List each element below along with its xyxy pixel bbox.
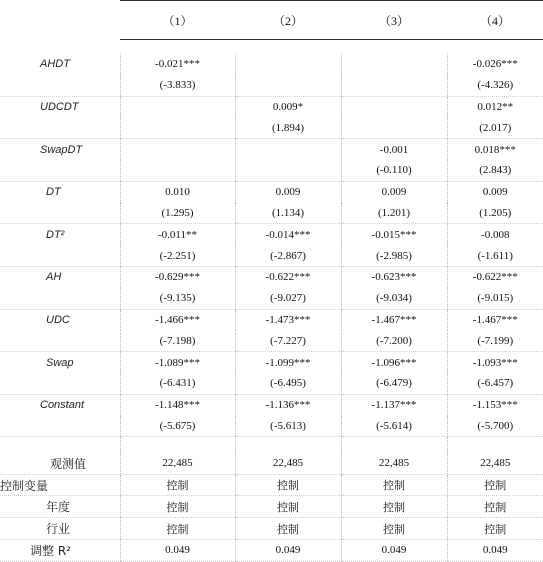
coef-cell: [235, 139, 341, 160]
column-header: （2）: [235, 1, 341, 40]
stat-cell: 22,485: [447, 453, 543, 474]
coef-cell: [120, 96, 235, 117]
coef-cell: -1.096***: [341, 352, 447, 373]
tstat-row: [0, 203, 543, 224]
variable-label: UDCDT: [40, 100, 79, 113]
header-corner: [0, 1, 120, 40]
tstat-cell: (-5.613): [235, 416, 341, 437]
coef-cell: 0.009: [235, 181, 341, 202]
coef-cell: 0.009*: [235, 96, 341, 117]
coef-cell: -0.021***: [120, 54, 235, 75]
coef-cell: [120, 139, 235, 160]
coef-cell: -1.148***: [120, 394, 235, 415]
tstat-cell: (-9.027): [235, 288, 341, 309]
tstat-cell: [235, 160, 341, 181]
coef-cell: 0.009: [341, 181, 447, 202]
tstat-cell: (1.894): [235, 117, 341, 138]
tstat-cell: [120, 160, 235, 181]
tstat-cell: (2.843): [447, 160, 543, 181]
tstat-cell: (1.201): [341, 203, 447, 224]
variable-label: SwapDT: [40, 143, 83, 156]
stat-cell: 控制: [235, 474, 341, 496]
tstat-cell: (-6.495): [235, 373, 341, 394]
tstat-row: [0, 288, 543, 309]
tstat-cell: (-7.199): [447, 330, 543, 351]
stat-cell: 控制: [235, 496, 341, 518]
stat-cell: 控制: [120, 474, 235, 496]
coef-cell: 0.018***: [447, 139, 543, 160]
stat-cell: 0.049: [235, 540, 341, 562]
tstat-cell: (-9.034): [341, 288, 447, 309]
coef-cell: -1.467***: [447, 309, 543, 330]
stat-label: 调整 R²: [0, 540, 120, 562]
stat-label: 观测值: [0, 453, 120, 474]
coef-row: [0, 352, 543, 373]
coef-cell: -0.015***: [341, 224, 447, 245]
coef-row: [0, 54, 543, 75]
coef-cell: [341, 96, 447, 117]
stat-cell: 控制: [447, 518, 543, 540]
stat-cell: 控制: [341, 496, 447, 518]
coef-cell: -0.014***: [235, 224, 341, 245]
tstat-cell: (-2.251): [120, 245, 235, 266]
tstat-cell: (-9.015): [447, 288, 543, 309]
variable-label: UDC: [46, 313, 70, 326]
tstat-row: [0, 373, 543, 394]
coef-row: [0, 394, 543, 415]
variable-label: Constant: [40, 399, 85, 412]
tstat-row: [0, 75, 543, 96]
coef-cell: [235, 54, 341, 75]
coef-row: [0, 96, 543, 117]
tstat-cell: (-6.431): [120, 373, 235, 394]
column-header: （1）: [120, 1, 235, 40]
tstat-cell: (-5.700): [447, 416, 543, 437]
column-header: （3）: [341, 1, 447, 40]
coef-cell: 0.012**: [447, 96, 543, 117]
coef-row: [0, 224, 543, 245]
tstat-row: [0, 330, 543, 351]
stat-cell: 0.049: [447, 540, 543, 562]
tstat-cell: (1.295): [120, 203, 235, 224]
coef-cell: -1.099***: [235, 352, 341, 373]
coef-cell: -1.093***: [447, 352, 543, 373]
stat-cell: 控制: [447, 474, 543, 496]
tstat-row: [0, 117, 543, 138]
tstat-cell: (-5.675): [120, 416, 235, 437]
tstat-cell: (-1.611): [447, 245, 543, 266]
coef-cell: -1.466***: [120, 309, 235, 330]
coef-cell: -1.137***: [341, 394, 447, 415]
tstat-cell: [120, 117, 235, 138]
coef-row: [0, 309, 543, 330]
coef-cell: -0.011**: [120, 224, 235, 245]
stat-cell: 0.049: [341, 540, 447, 562]
stat-cell: 控制: [235, 518, 341, 540]
coef-cell: -0.629***: [120, 266, 235, 287]
stats-row: [0, 518, 543, 540]
tstat-cell: (-4.326): [447, 75, 543, 96]
coef-cell: -0.622***: [447, 266, 543, 287]
variable-label: AH: [46, 271, 62, 284]
tstat-row: [0, 160, 543, 181]
coef-row: [0, 181, 543, 202]
variable-label: Swap: [46, 356, 74, 369]
coef-cell: -0.001: [341, 139, 447, 160]
coef-row: [0, 139, 543, 160]
stat-cell: 控制: [447, 496, 543, 518]
coef-cell: [341, 54, 447, 75]
tstat-cell: (-2.985): [341, 245, 447, 266]
stats-row: [0, 496, 543, 518]
tstat-cell: (-9.135): [120, 288, 235, 309]
tstat-cell: (-2.867): [235, 245, 341, 266]
coef-row: [0, 266, 543, 287]
coef-cell: -0.623***: [341, 266, 447, 287]
coef-cell: -1.473***: [235, 309, 341, 330]
tstat-cell: (-3.833): [120, 75, 235, 96]
tstat-cell: [341, 75, 447, 96]
coef-cell: 0.009: [447, 181, 543, 202]
tstat-cell: (-6.457): [447, 373, 543, 394]
coef-cell: -0.622***: [235, 266, 341, 287]
coef-cell: -1.153***: [447, 394, 543, 415]
tstat-cell: (1.205): [447, 203, 543, 224]
variable-label: DT²: [46, 228, 65, 241]
coef-cell: -1.089***: [120, 352, 235, 373]
coef-cell: -1.136***: [235, 394, 341, 415]
stat-cell: 0.049: [120, 540, 235, 562]
stat-cell: 22,485: [341, 453, 447, 474]
stats-row: [0, 474, 543, 496]
tstat-cell: (-6.479): [341, 373, 447, 394]
tstat-cell: (-7.227): [235, 330, 341, 351]
tstat-cell: [235, 75, 341, 96]
stat-label: 控制变量: [0, 474, 120, 496]
stats-row: [0, 453, 543, 474]
stats-row: [0, 540, 543, 562]
stat-cell: 控制: [341, 518, 447, 540]
stat-cell: 控制: [341, 474, 447, 496]
column-header: （4）: [447, 1, 543, 40]
coef-cell: -0.026***: [447, 54, 543, 75]
stat-cell: 控制: [120, 496, 235, 518]
variable-label: DT: [46, 186, 61, 199]
coef-cell: -1.467***: [341, 309, 447, 330]
tstat-cell: (-7.200): [341, 330, 447, 351]
variable-label: AHDT: [40, 58, 70, 71]
stat-cell: 控制: [120, 518, 235, 540]
tstat-cell: (-7.198): [120, 330, 235, 351]
tstat-cell: (1.134): [235, 203, 341, 224]
tstat-row: [0, 416, 543, 437]
tstat-cell: (-0.110): [341, 160, 447, 181]
stat-label: 年度: [0, 496, 120, 518]
stat-label: 行业: [0, 518, 120, 540]
tstat-cell: [341, 117, 447, 138]
stat-cell: 22,485: [120, 453, 235, 474]
stat-cell: 22,485: [235, 453, 341, 474]
tstat-row: [0, 245, 543, 266]
header-row: [0, 1, 543, 40]
tstat-cell: (2.017): [447, 117, 543, 138]
coef-cell: -0.008: [447, 224, 543, 245]
tstat-cell: (-5.614): [341, 416, 447, 437]
coef-cell: 0.010: [120, 181, 235, 202]
